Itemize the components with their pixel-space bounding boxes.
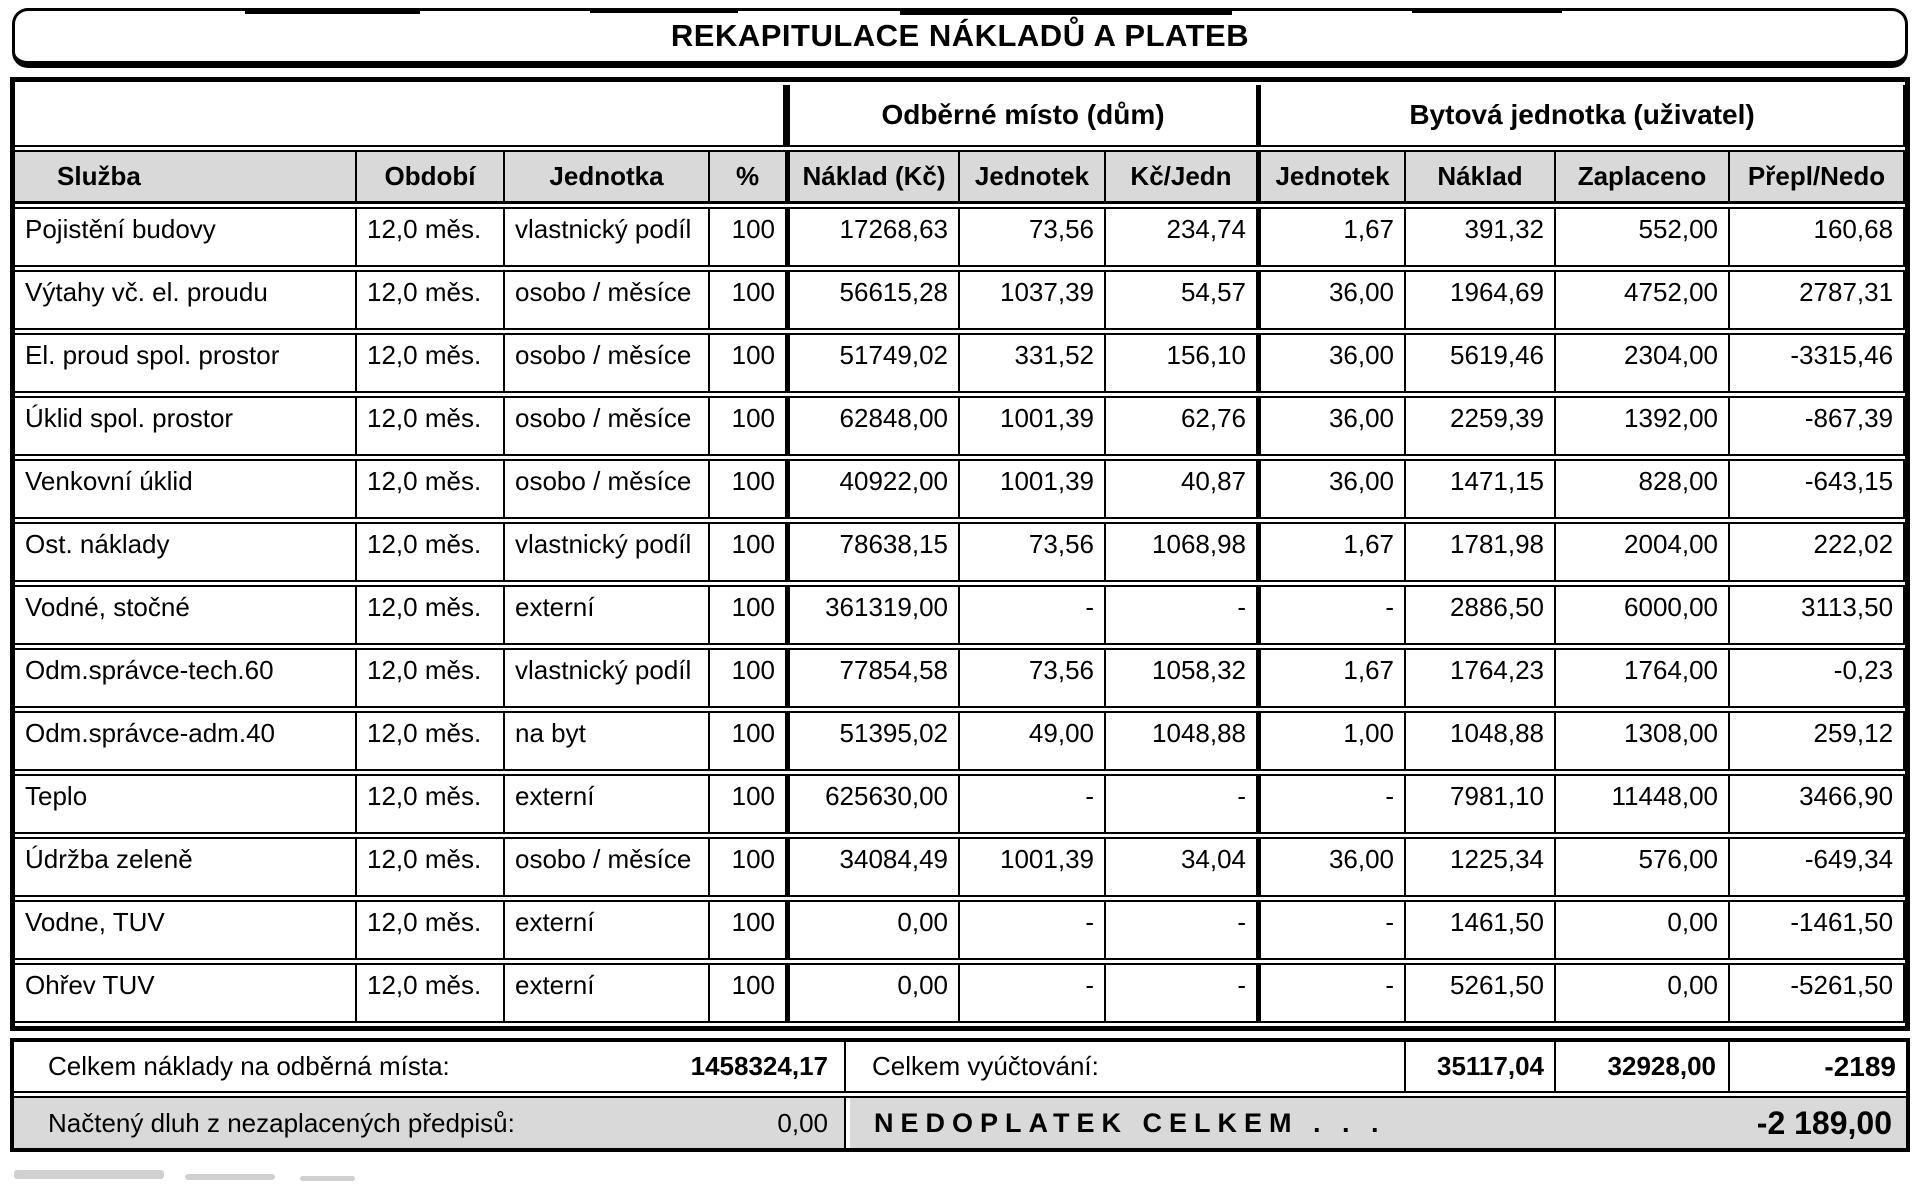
cell-pct: 100 xyxy=(710,333,785,393)
table-row xyxy=(15,459,1905,519)
celkem-naklady-cell xyxy=(14,1042,846,1091)
cell-obdobi: 12,0 měs. xyxy=(357,459,505,519)
totals-block xyxy=(10,1038,1910,1152)
cell-pct: 100 xyxy=(710,837,785,897)
cell-sluzba: Úklid spol. prostor xyxy=(15,396,357,456)
scanned-document xyxy=(0,8,1920,1194)
cell-zaplaceno: 1764,00 xyxy=(1556,648,1730,708)
cell-jednotek-byt: - xyxy=(1256,585,1406,645)
celkem-vyuctovani-label: Celkem vyúčtování: xyxy=(872,1051,1099,1081)
cell-prepl-nedo: -643,15 xyxy=(1730,459,1905,519)
table-row xyxy=(15,648,1905,708)
table-row xyxy=(15,711,1905,771)
cell-kc-jedn: 1048,88 xyxy=(1106,711,1256,771)
cell-kc-jedn: - xyxy=(1106,963,1256,1023)
cell-naklad-byt: 2886,50 xyxy=(1406,585,1556,645)
cell-jednotek-dum: - xyxy=(960,774,1106,834)
cell-jednotek-byt: - xyxy=(1256,963,1406,1023)
cell-prepl-nedo: -867,39 xyxy=(1730,396,1905,456)
group-header-dum: Odběrné místo (dům) xyxy=(785,85,1256,147)
cell-sluzba: El. proud spol. prostor xyxy=(15,333,357,393)
cell-obdobi: 12,0 měs. xyxy=(357,648,505,708)
cell-jednotek-dum: 1001,39 xyxy=(960,837,1106,897)
cell-jednotek-byt: 36,00 xyxy=(1256,459,1406,519)
cell-naklad-byt: 1048,88 xyxy=(1406,711,1556,771)
cell-jednotka: externí xyxy=(505,585,710,645)
cell-jednotek-dum: - xyxy=(960,585,1106,645)
cell-sluzba: Odm.správce-tech.60 xyxy=(15,648,357,708)
cell-pct: 100 xyxy=(710,459,785,519)
scan-artifact xyxy=(185,1174,275,1180)
cell-pct: 100 xyxy=(710,207,785,267)
document-title-box xyxy=(12,8,1908,68)
cell-kc-jedn: 1068,98 xyxy=(1106,522,1256,582)
cell-naklad-dum: 51395,02 xyxy=(785,711,960,771)
cell-jednotka: externí xyxy=(505,963,710,1023)
cell-sluzba: Vodné, stočné xyxy=(15,585,357,645)
cell-obdobi: 12,0 měs. xyxy=(357,522,505,582)
cell-kc-jedn: 156,10 xyxy=(1106,333,1256,393)
col-header-zaplaceno: Zaplaceno xyxy=(1556,150,1730,204)
cell-sluzba: Vodne, TUV xyxy=(15,900,357,960)
cell-kc-jedn: - xyxy=(1106,585,1256,645)
table-body xyxy=(15,207,1905,1023)
cell-naklad-byt: 5619,46 xyxy=(1406,333,1556,393)
cell-jednotka: osobo / měsíce xyxy=(505,270,710,330)
cell-naklad-dum: 361319,00 xyxy=(785,585,960,645)
cell-sluzba: Výtahy vč. el. proudu xyxy=(15,270,357,330)
cell-jednotek-dum: 1001,39 xyxy=(960,396,1106,456)
col-header-jednotka: Jednotka xyxy=(505,150,710,204)
costs-table xyxy=(15,82,1905,1026)
cell-obdobi: 12,0 měs. xyxy=(357,963,505,1023)
table-row xyxy=(15,396,1905,456)
cell-jednotek-dum: 73,56 xyxy=(960,207,1106,267)
cell-jednotek-byt: 1,67 xyxy=(1256,522,1406,582)
cell-jednotek-byt: 36,00 xyxy=(1256,396,1406,456)
cell-kc-jedn: 34,04 xyxy=(1106,837,1256,897)
cell-jednotka: osobo / měsíce xyxy=(505,396,710,456)
cell-jednotek-dum: 1037,39 xyxy=(960,270,1106,330)
cell-naklad-dum: 34084,49 xyxy=(785,837,960,897)
cell-naklad-dum: 625630,00 xyxy=(785,774,960,834)
cell-pct: 100 xyxy=(710,774,785,834)
cell-kc-jedn: 62,76 xyxy=(1106,396,1256,456)
dluh-cell xyxy=(14,1096,846,1148)
scan-artifact xyxy=(900,8,1232,15)
col-header-sluzba: Služba xyxy=(15,150,357,204)
cell-jednotka: vlastnický podíl xyxy=(505,522,710,582)
table-row xyxy=(15,774,1905,834)
cell-jednotek-dum: 73,56 xyxy=(960,648,1106,708)
cell-jednotek-byt: 36,00 xyxy=(1256,837,1406,897)
cell-prepl-nedo: -0,23 xyxy=(1730,648,1905,708)
blank-corner-cell xyxy=(15,85,785,147)
cell-sluzba: Teplo xyxy=(15,774,357,834)
cell-naklad-byt: 1964,69 xyxy=(1406,270,1556,330)
cell-naklad-byt: 1471,15 xyxy=(1406,459,1556,519)
cell-jednotka: externí xyxy=(505,774,710,834)
col-header-jednotek-byt: Jednotek xyxy=(1256,150,1406,204)
cell-prepl-nedo: 259,12 xyxy=(1730,711,1905,771)
cell-pct: 100 xyxy=(710,270,785,330)
cell-jednotek-dum: 49,00 xyxy=(960,711,1106,771)
celkem-vyuctovani-prepl: -2189 xyxy=(1730,1042,1906,1091)
col-header-naklad-kc: Náklad (Kč) xyxy=(785,150,960,204)
cell-jednotka: osobo / měsíce xyxy=(505,459,710,519)
cell-jednotek-byt: - xyxy=(1256,774,1406,834)
celkem-vyuctovani-zaplaceno: 32928,00 xyxy=(1556,1042,1730,1091)
cell-prepl-nedo: 3113,50 xyxy=(1730,585,1905,645)
table-row xyxy=(15,522,1905,582)
cell-naklad-byt: 1781,98 xyxy=(1406,522,1556,582)
cell-jednotek-byt: 1,00 xyxy=(1256,711,1406,771)
cell-pct: 100 xyxy=(710,963,785,1023)
cell-jednotka: vlastnický podíl xyxy=(505,207,710,267)
cell-naklad-dum: 78638,15 xyxy=(785,522,960,582)
cell-jednotek-byt: 36,00 xyxy=(1256,333,1406,393)
cell-naklad-dum: 77854,58 xyxy=(785,648,960,708)
celkem-vyuctovani-label-cell xyxy=(850,1042,1406,1091)
cell-jednotka: vlastnický podíl xyxy=(505,648,710,708)
cell-pct: 100 xyxy=(710,648,785,708)
cell-prepl-nedo: -3315,46 xyxy=(1730,333,1905,393)
cell-sluzba: Údržba zeleně xyxy=(15,837,357,897)
cell-jednotek-byt: 1,67 xyxy=(1256,648,1406,708)
cell-naklad-byt: 391,32 xyxy=(1406,207,1556,267)
cell-jednotka: externí xyxy=(505,900,710,960)
table-row xyxy=(15,207,1905,267)
cell-naklad-dum: 51749,02 xyxy=(785,333,960,393)
cell-kc-jedn: - xyxy=(1106,900,1256,960)
nedoplatek-value: -2 189,00 xyxy=(1756,1104,1892,1141)
cell-jednotek-dum: - xyxy=(960,900,1106,960)
cell-zaplaceno: 1308,00 xyxy=(1556,711,1730,771)
cell-naklad-dum: 62848,00 xyxy=(785,396,960,456)
cell-zaplaceno: 0,00 xyxy=(1556,963,1730,1023)
cell-pct: 100 xyxy=(710,711,785,771)
cell-naklad-dum: 0,00 xyxy=(785,900,960,960)
cell-jednotek-dum: 331,52 xyxy=(960,333,1106,393)
cell-zaplaceno: 6000,00 xyxy=(1556,585,1730,645)
col-header-kc-jedn: Kč/Jedn xyxy=(1106,150,1256,204)
col-header-naklad-byt: Náklad xyxy=(1406,150,1556,204)
cell-naklad-byt: 1461,50 xyxy=(1406,900,1556,960)
group-header-row xyxy=(15,85,1905,147)
cell-jednotek-byt: 36,00 xyxy=(1256,270,1406,330)
col-header-pct: % xyxy=(710,150,785,204)
cell-naklad-dum: 40922,00 xyxy=(785,459,960,519)
cell-zaplaceno: 552,00 xyxy=(1556,207,1730,267)
nedoplatek-cell xyxy=(850,1096,1906,1148)
cell-obdobi: 12,0 měs. xyxy=(357,900,505,960)
celkem-naklady-label: Celkem náklady na odběrná místa: xyxy=(48,1051,450,1081)
cell-obdobi: 12,0 měs. xyxy=(357,837,505,897)
cell-prepl-nedo: -649,34 xyxy=(1730,837,1905,897)
totals-row-1 xyxy=(14,1042,1906,1093)
cell-sluzba: Odm.správce-adm.40 xyxy=(15,711,357,771)
cell-naklad-byt: 1225,34 xyxy=(1406,837,1556,897)
cell-prepl-nedo: 2787,31 xyxy=(1730,270,1905,330)
table-row xyxy=(15,963,1905,1023)
cell-zaplaceno: 2304,00 xyxy=(1556,333,1730,393)
cell-naklad-byt: 2259,39 xyxy=(1406,396,1556,456)
column-header-row xyxy=(15,150,1905,204)
cell-zaplaceno: 2004,00 xyxy=(1556,522,1730,582)
col-header-jednotek-dum: Jednotek xyxy=(960,150,1106,204)
cell-zaplaceno: 0,00 xyxy=(1556,900,1730,960)
cell-kc-jedn: 54,57 xyxy=(1106,270,1256,330)
scan-artifact xyxy=(590,8,738,13)
cell-kc-jedn: - xyxy=(1106,774,1256,834)
cell-naklad-dum: 56615,28 xyxy=(785,270,960,330)
cell-naklad-byt: 5261,50 xyxy=(1406,963,1556,1023)
cell-jednotek-byt: - xyxy=(1256,900,1406,960)
cell-zaplaceno: 576,00 xyxy=(1556,837,1730,897)
scan-artifact xyxy=(245,8,420,14)
cell-obdobi: 12,0 měs. xyxy=(357,774,505,834)
cell-jednotek-dum: - xyxy=(960,963,1106,1023)
table-row xyxy=(15,333,1905,393)
table-row xyxy=(15,900,1905,960)
cell-sluzba: Ost. náklady xyxy=(15,522,357,582)
cell-obdobi: 12,0 měs. xyxy=(357,333,505,393)
cell-sluzba: Venkovní úklid xyxy=(15,459,357,519)
cell-jednotka: na byt xyxy=(505,711,710,771)
cell-obdobi: 12,0 měs. xyxy=(357,711,505,771)
cell-prepl-nedo: 3466,90 xyxy=(1730,774,1905,834)
cell-sluzba: Pojistění budovy xyxy=(15,207,357,267)
scan-artifact xyxy=(300,1176,355,1181)
scan-artifact xyxy=(14,1170,164,1179)
cell-obdobi: 12,0 měs. xyxy=(357,396,505,456)
cell-obdobi: 12,0 měs. xyxy=(357,207,505,267)
cell-pct: 100 xyxy=(710,522,785,582)
table-row xyxy=(15,837,1905,897)
cell-naklad-dum: 17268,63 xyxy=(785,207,960,267)
cell-zaplaceno: 11448,00 xyxy=(1556,774,1730,834)
cell-zaplaceno: 828,00 xyxy=(1556,459,1730,519)
cell-jednotek-dum: 1001,39 xyxy=(960,459,1106,519)
cell-pct: 100 xyxy=(710,396,785,456)
cell-prepl-nedo: 222,02 xyxy=(1730,522,1905,582)
celkem-naklady-value: 1458324,17 xyxy=(690,1051,828,1081)
cell-naklad-byt: 1764,23 xyxy=(1406,648,1556,708)
cell-jednotek-byt: 1,67 xyxy=(1256,207,1406,267)
totals-row-2 xyxy=(14,1096,1906,1148)
cell-pct: 100 xyxy=(710,585,785,645)
cell-sluzba: Ohřev TUV xyxy=(15,963,357,1023)
col-header-prepl-nedo: Přepl/Nedo xyxy=(1730,150,1905,204)
cell-obdobi: 12,0 měs. xyxy=(357,270,505,330)
cell-prepl-nedo: 160,68 xyxy=(1730,207,1905,267)
cell-prepl-nedo: -5261,50 xyxy=(1730,963,1905,1023)
nedoplatek-label: NEDOPLATEK CELKEM . . . xyxy=(874,1107,1386,1138)
table-row xyxy=(15,585,1905,645)
celkem-vyuctovani-naklad: 35117,04 xyxy=(1406,1042,1556,1091)
dluh-label: Načtený dluh z nezaplacených předpisů: xyxy=(48,1107,515,1138)
cell-zaplaceno: 1392,00 xyxy=(1556,396,1730,456)
cell-naklad-dum: 0,00 xyxy=(785,963,960,1023)
col-header-obdobi: Období xyxy=(357,150,505,204)
cell-kc-jedn: 1058,32 xyxy=(1106,648,1256,708)
cell-kc-jedn: 40,87 xyxy=(1106,459,1256,519)
cell-jednotek-dum: 73,56 xyxy=(960,522,1106,582)
cell-prepl-nedo: -1461,50 xyxy=(1730,900,1905,960)
cell-jednotka: osobo / měsíce xyxy=(505,333,710,393)
cell-naklad-byt: 7981,10 xyxy=(1406,774,1556,834)
dluh-value: 0,00 xyxy=(777,1107,828,1138)
cell-jednotka: osobo / měsíce xyxy=(505,837,710,897)
scan-artifact xyxy=(1412,9,1562,13)
costs-table-wrap xyxy=(10,77,1910,1031)
cell-kc-jedn: 234,74 xyxy=(1106,207,1256,267)
table-row xyxy=(15,270,1905,330)
cell-obdobi: 12,0 měs. xyxy=(357,585,505,645)
page-title: REKAPITULACE NÁKLADŮ A PLATEB xyxy=(670,18,1250,53)
cell-pct: 100 xyxy=(710,900,785,960)
group-header-byt: Bytová jednotka (uživatel) xyxy=(1256,85,1905,147)
cell-zaplaceno: 4752,00 xyxy=(1556,270,1730,330)
